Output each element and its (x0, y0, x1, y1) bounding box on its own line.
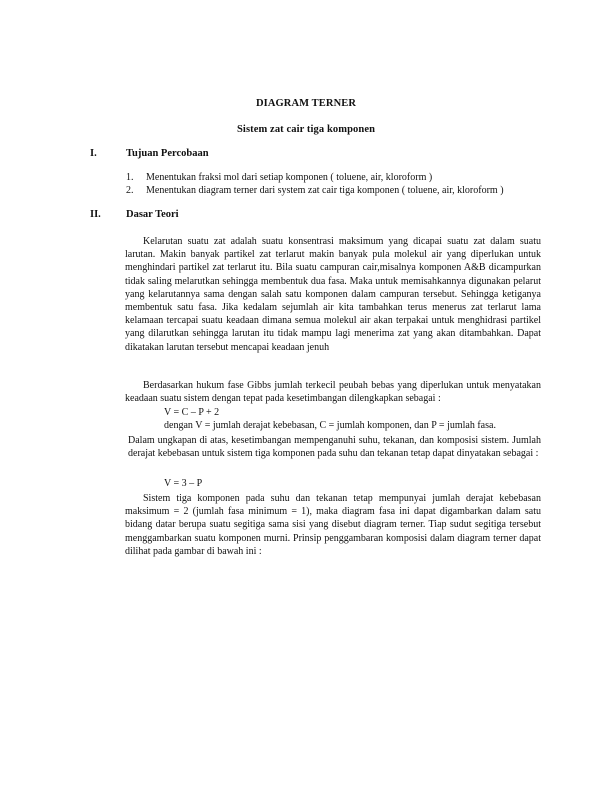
list-item-text: Menentukan fraksi mol dari setiap komponen ( toluene, air, kloroform ) (146, 172, 433, 183)
list-item-number: 1. (126, 172, 134, 183)
section-1-number: I. (90, 148, 97, 159)
paragraph-solubility: Kelarutan suatu zat adalah suatu konsentrasi maksimum yang dicapai suatu zat dalam suatu larutan. Makin banyak partikel zat terlarut makin banyak pula molekul air yang diperlukan untuk menghindari partikel zat terlarut itu. Bila suatu campuran cair,misalnya komponen A&B dicampurkan tidak saling melarutkan sehingga membentuk dua fasa. Maka untuk memisahkannya digunakan pelarut yang kelarutannya sama dengan salah satu komponen dalam campuran tersebut. Sehingga ketiganya membentuk satu fasa. Jika kedalam sejumlah air kita tambahkan terus menerus zat terlarut lama kelamaan tercapai suatu keadaan dimana semua molekul air akan terpakai untuk menghidrasi partikel yang dilarutkan sehingga larutan itu tidak mampu lagi menerima zat yang akan ditambahkan. Dapat dikatakan larutan tersebut mencapai keadaan jenuh (125, 236, 541, 353)
formula-ternary: V = 3 – P (164, 478, 203, 489)
list-item (126, 185, 504, 196)
list-item-number: 2. (126, 185, 134, 196)
formula-description: dengan V = jumlah derajat kebebasan, C = jumlah komponen, dan P = jumlah fasa. (164, 420, 496, 431)
list-item-text: Menentukan diagram terner dari system zat cair tiga komponen ( toluene, air, kloroform ) (146, 185, 504, 196)
section-1-title: Tujuan Percobaan (126, 148, 209, 159)
formula-gibbs: V = C – P + 2 (164, 407, 220, 418)
paragraph-gibbs: Berdasarkan hukum fase Gibbs jumlah terkecil peubah bebas yang diperlukan untuk menyatakan keadaan suatu sistem dengan tepat pada kesetimbangan dilengkapkan sebagai : (125, 380, 541, 405)
section-2-title: Dasar Teori (126, 209, 179, 220)
document-subtitle: Sistem zat cair tiga komponen (236, 124, 376, 135)
list-item (126, 172, 432, 183)
document-title: DIAGRAM TERNER (255, 98, 357, 109)
paragraph-ternary-freedom: Dalam ungkapan di atas, kesetimbangan mempenganuhi suhu, tekanan, dan komposisi sistem. Jumlah derajat kebebasan untuk sistem tiga komponen pada suhu dan tekanan tetap dapat dinyatakan sebagai : (128, 435, 541, 460)
paragraph-ternary-diagram: Sistem tiga komponen pada suhu dan tekanan tetap mempunyai jumlah derajat kebebasan maksimum = 2 (jumlah fasa minimum = 1), maka diagram fasa ini dapat digambarkan dalam satu bidang datar berupa suatu segitiga sama sisi yang disebut diagram terner. Tiap sudut segitiga tersebut menggambarkan suatu komponen murni. Prinsip penggambaran komposisi dalam diagram terner dapat dilihat pada gambar di bawah ini : (125, 493, 541, 557)
section-2-number: II. (90, 209, 101, 220)
